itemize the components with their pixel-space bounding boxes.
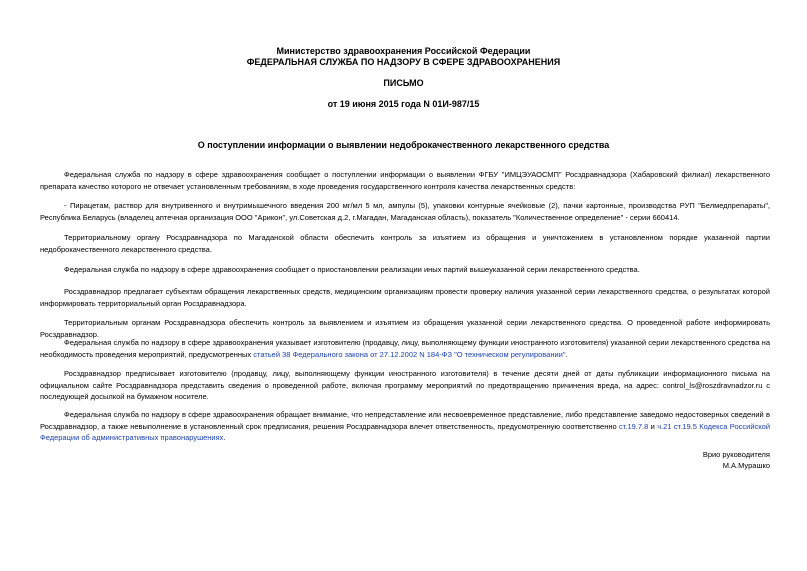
law-article-38-link[interactable]: статьей 38 Федерального закона от 27.12.2002 N 184-ФЗ "О техническом регулировании" (253, 349, 566, 359)
ministry-name: Министерство здравоохранения Российской Федерации (276, 46, 531, 56)
paragraph-6: Территориальным органам Росздравнадзора обеспечить контроль за выявлением и изъятием из обращения указанной серии лекарственного средства. О проведенной работе информировать Росздравнадзор. (40, 318, 770, 339)
paragraph-9-mid: и (648, 421, 658, 431)
signatory-position: Врио руководителя (702, 450, 770, 459)
service-name: ФЕДЕРАЛЬНАЯ СЛУЖБА ПО НАДЗОРУ В СФЕРЕ ЗДРАВООХРАНЕНИЯ (246, 57, 561, 67)
document-title: О поступлении информации о выявлении недоброкачественного лекарственного средства (197, 140, 610, 150)
paragraph-9-text: Федеральная служба по надзору в сфере здравоохранения обращает внимание, что непредставление или несвоевременное представление, либо представление заведомо недостоверных сведений в Росздравнадзор, а также невыполнение в установленный срок предписания, решения Росздравнадзора влечет ответственность, предусмотренную соответственно (40, 410, 770, 431)
koap-article-19-7-8-link[interactable]: ст.19.7.8 (619, 421, 649, 431)
paragraph-7-text: Федеральная служба по надзору в сфере здравоохранения указывает изготовителю (продавцу, лицу, выполняющему функции иностранного изготовителя) указанной серии лекарственного средства на необходимость проведения мероприятий, предусмотренных (40, 338, 770, 359)
paragraph-4: Федеральная служба по надзору в сфере здравоохранения сообщает о приостановлении реализации иных партий вышеуказанной серии лекарственного средства. (64, 265, 640, 274)
paragraph-2: - Пирацетам, раствор для внутривенного и внутримышечного введения 200 мг/мл 5 мл, ампулы (5), упаковки контурные ячейковые (2), пачки картонные, производства РУП "Белмедпрепараты", Республика Беларусь (владелец аптечная организация ООО "Арикон", ул.Советская д.2, г.Магадан, Магаданская область), показатель "Количественное определение" - серии 660414. (40, 201, 770, 222)
document-type: ПИСЬМО (383, 78, 424, 88)
paragraph-7 (40, 337, 770, 360)
paragraph-1: Федеральная служба по надзору в сфере здравоохранения сообщает о поступлении информации о выявлении ФГБУ "ИМЦЭУАОСМП" Росздравнадзора (Хабаровский филиал) лекарственного препарата качество которого не отвечает установленным требованиям, в ходе проведения государственного контроля качества лекарственных средств: (40, 170, 770, 191)
koap-article-19-5-link[interactable]: ч.21 ст.19.5 Кодекса Российской Федерации об административных правонарушениях (40, 421, 771, 442)
paragraph-7-end: . (565, 349, 568, 359)
paragraph-9 (40, 409, 770, 444)
paragraph-3: Территориальному органу Росздравнадзора по Магаданской области обеспечить контроль за изъятием из обращения и уничтожением в установленном порядке указанной партии недоброкачественного лекарственного средства. (40, 233, 770, 254)
paragraph-5: Росздравнадзор предлагает субъектам обращения лекарственных средств, медицинским организациям провести проверку наличия указанной серии лекарственного средства, о результатах которой информировать территориальный орган Росздравнадзора. (40, 287, 770, 308)
paragraph-9-end: . (223, 433, 226, 442)
document-date-number: от 19 июня 2015 года N 01И-987/15 (327, 99, 480, 109)
signature-block (703, 449, 770, 471)
paragraph-8: Росздравнадзор предписывает изготовителю (продавцу, лицу, выполняющему функции иностранного изготовителя) в течение десяти дней от даты публикации информационного письма на официальном сайте Росздравнадзора представить сведения о проведенной работе, включая программу мероприятий по предотвращению причинения вреда, на адрес: control_ls@roszdravnadzor.ru с последующей досылкой на бумажном носителе. (40, 369, 770, 401)
signatory-name: М.А.Мурашко (722, 461, 770, 470)
